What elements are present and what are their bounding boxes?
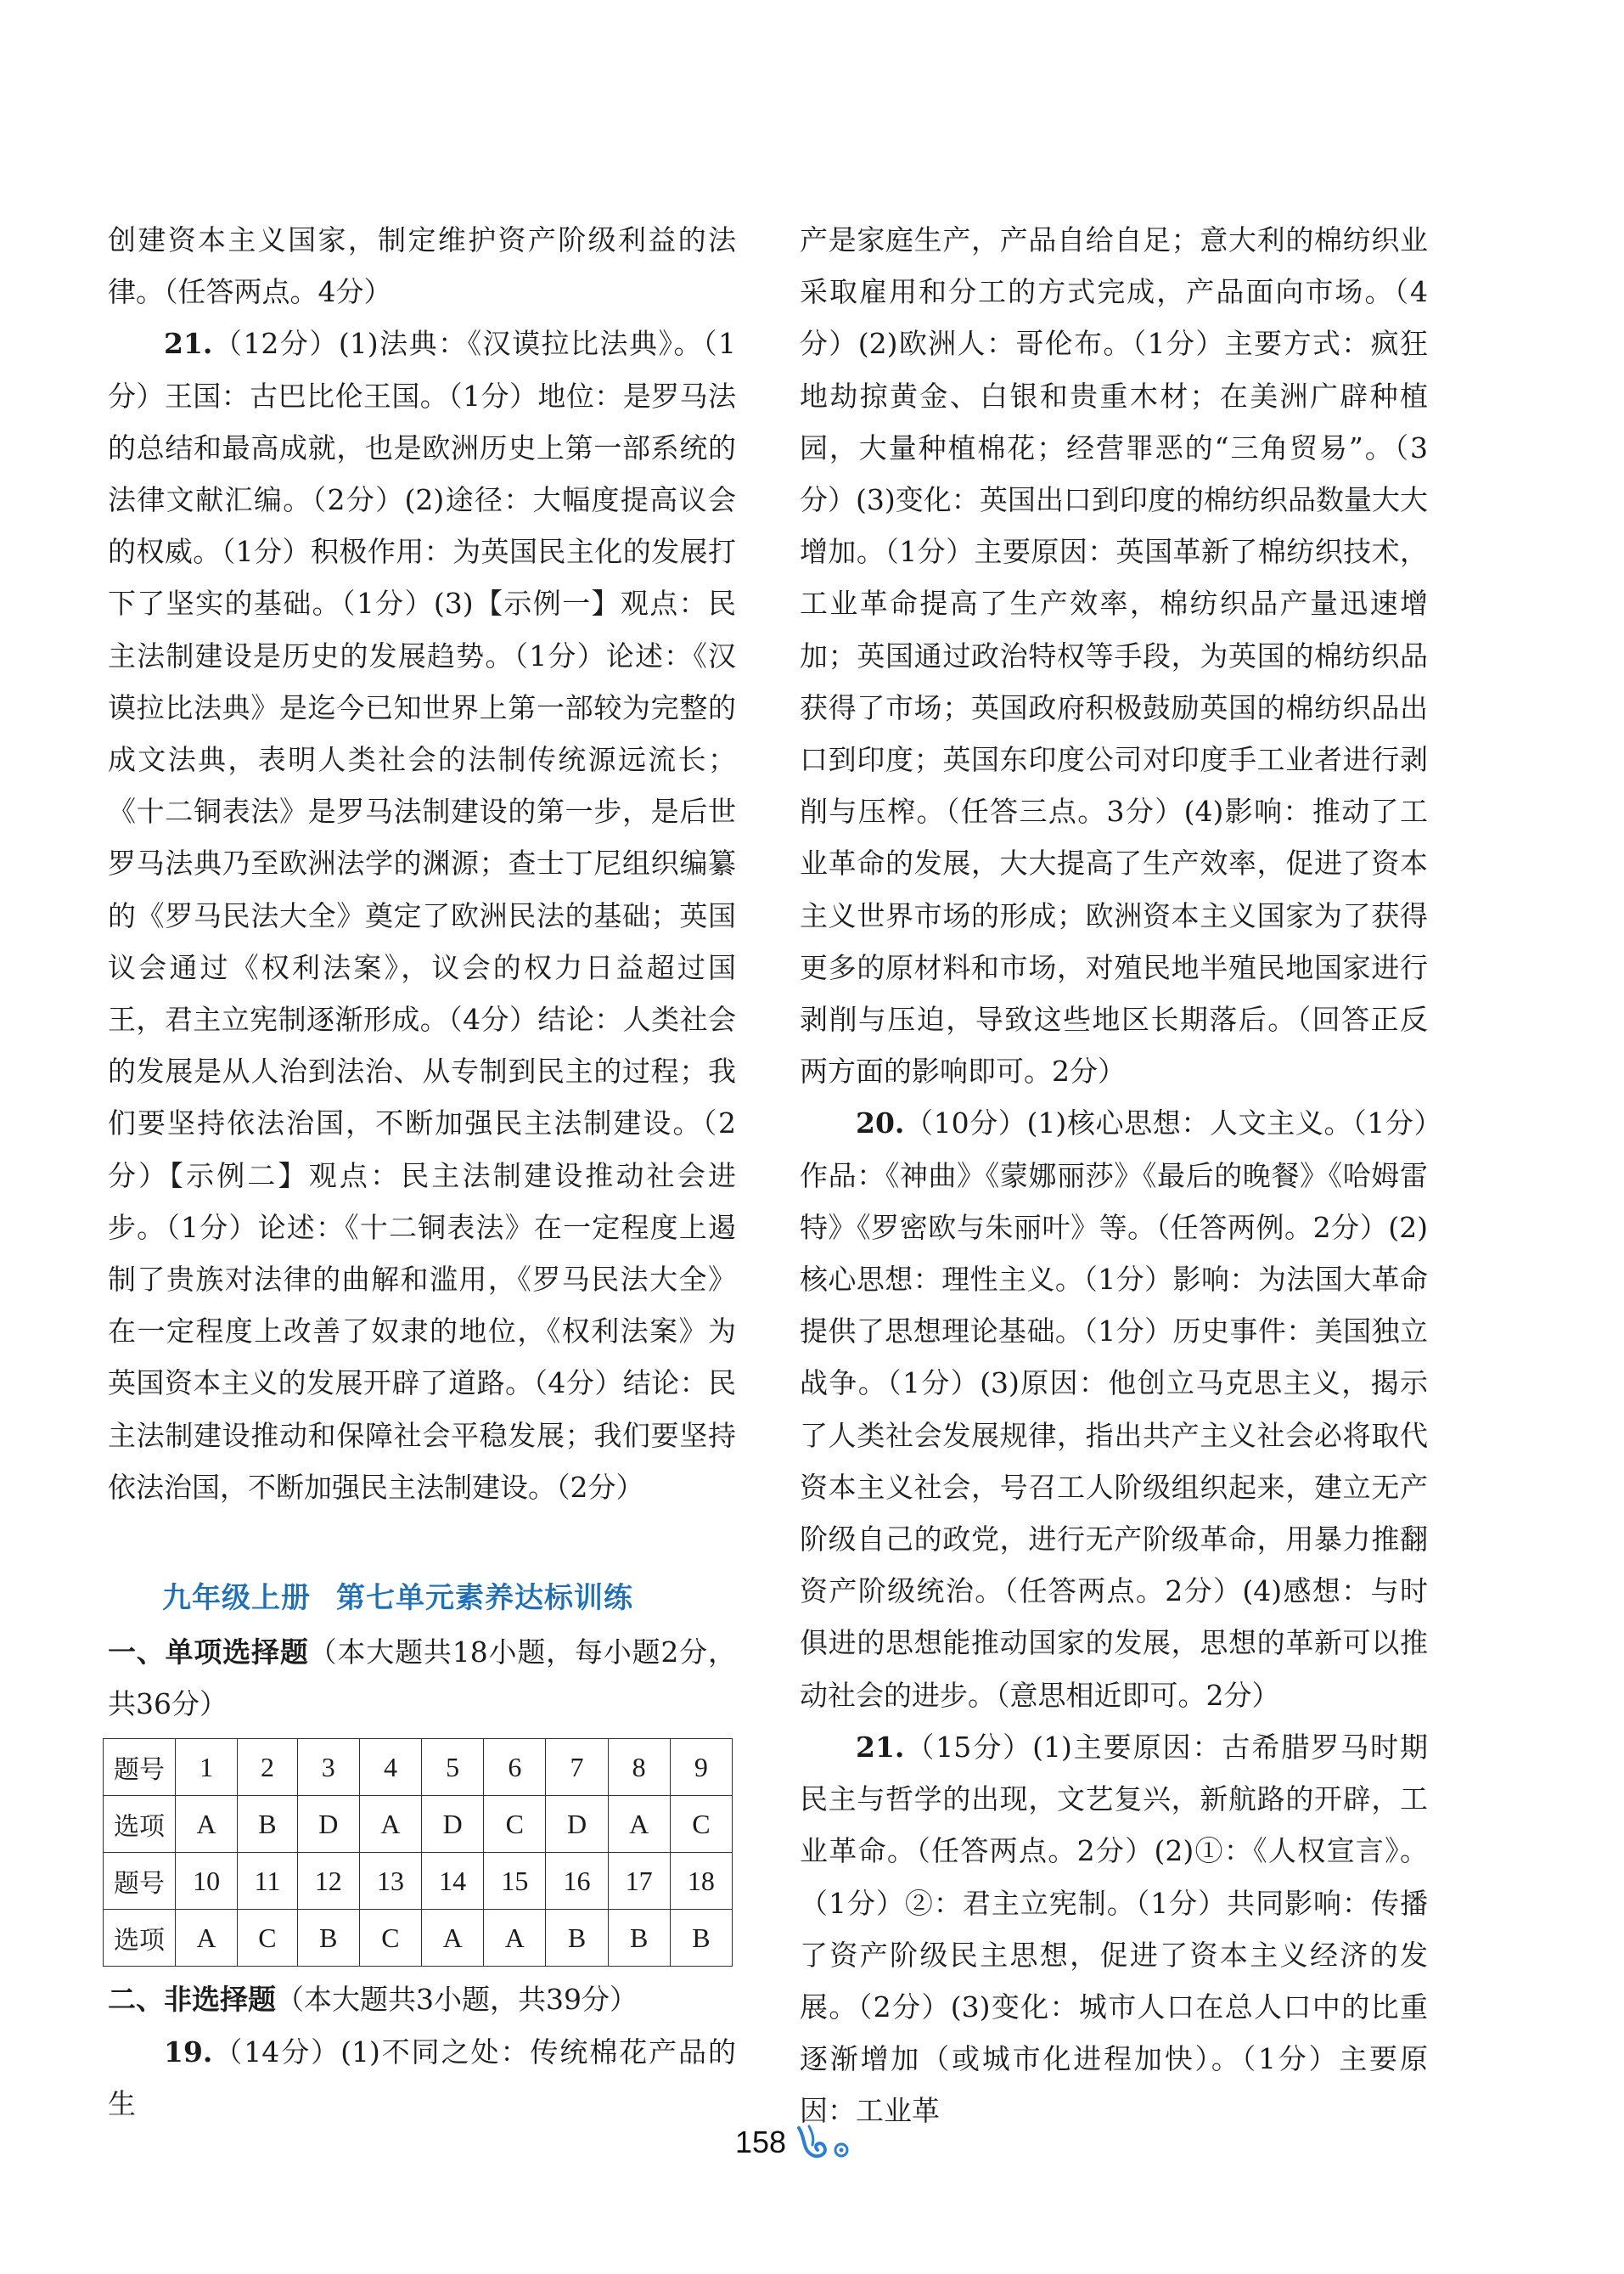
table-cell: 9 [670,1739,732,1796]
table-row [104,1739,733,1796]
table-cell: 3 [297,1739,359,1796]
section-1-heading [108,1626,736,1730]
unit-title-grade: 九年级上册 [162,1581,311,1616]
question-19-continuation: 产是家庭生产，产品自给自足；意大利的棉纺织业采取雇用和分工的方式完成，产品面向市场。（4分）(2)欧洲人：哥伦布。（1分）主要方式：疯狂地劫掠黄金、白银和贵重木材；在美洲广辟种植园，大量种植棉花；经营罪恶的“三角贸易”。（3分）(3)变化：英国出口到印度的棉纺织品数量大大增加。（1分）主要原因：英国革新了棉纺织技术，工业革命提高了生产效率，棉纺织品产量迅速增加；英国通过政治特权等手段，为英国的棉纺织品获得了市场；英国政府积极鼓励英国的棉纺织品出口到印度；英国东印度公司对印度手工业者进行剥削与压榨。（任答三点。3分）(4)影响：推动了工业革命的发展，大大提高了生产效率，促进了资本主义世界市场的形成；欧洲资本主义国家为了获得更多的原材料和市场，对殖民地半殖民地国家进行剥削与压迫，导致这些地区长期落后。（回答正反两方面的影响即可。2分） [800,223,1428,1089]
table-cell: 14 [422,1853,484,1910]
left-column [108,214,736,2130]
table-cell: C [670,1796,732,1853]
question-number: 19. [164,2035,213,2069]
table-cell: 10 [176,1853,238,1910]
table-cell: 12 [297,1853,359,1910]
question-20-answer [800,1097,1428,1720]
table-cell: D [546,1796,608,1853]
table-cell: A [484,1910,546,1967]
section-2-heading [108,1973,736,2025]
table-row [104,1853,733,1910]
answer-table [103,1738,733,1967]
table-cell: 13 [359,1853,421,1910]
table-label: 题号 [104,1739,176,1796]
answer-text: （10分）(1)核心思想：人文主义。（1分）作品：《神曲》《蒙娜丽莎》《最后的晚餐》《哈姆雷特》《罗密欧与朱丽叶》等。（任答两例。2分）(2)核心思想：理性主义。（1分）影响：为法国大革命提供了思想理论基础。（1分）历史事件：美国独立战争。（1分）(3)原因：他创立马克思主义，揭示了人类社会发展规律，指出共产主义社会必将取代资本主义社会，号召工人阶级组织起来，建立无产阶级自己的政党，进行无产阶级革命，用暴力推翻资产阶级统治。（任答两点。2分）(4)感想：与时俱进的思想能推动国家的发展，思想的革新可以推动社会的进步。（意思相近即可。2分） [800,1106,1428,1712]
table-label: 题号 [104,1853,176,1910]
table-cell: D [297,1796,359,1853]
question-21-answer [108,318,736,1513]
table-cell: B [670,1910,732,1967]
table-cell: 4 [359,1739,421,1796]
page-number: 158 [735,2125,787,2159]
table-cell: B [238,1796,298,1853]
table-row [104,1910,733,1967]
unit-title-name: 第七单元素养达标训练 [336,1581,633,1616]
section-2-title: 二、非选择题 [108,1983,276,2017]
table-cell: 11 [238,1853,298,1910]
table-label: 选项 [104,1910,176,1967]
table-cell: C [359,1910,421,1967]
table-cell: 17 [608,1853,670,1910]
question-number: 21. [164,327,213,361]
table-row [104,1796,733,1853]
table-cell: A [422,1910,484,1967]
table-cell: A [359,1796,421,1853]
question-number: 20. [856,1106,905,1140]
table-cell: C [484,1796,546,1853]
unit-title [108,1573,736,1624]
question-21-answer [800,1721,1428,2137]
section-1-note: （本大题共18小题，每小题2分，共36分） [108,1635,736,1721]
question-19-answer [108,2026,736,2130]
answer-text: （14分）(1)不同之处：传统棉花产品的生 [108,2035,736,2120]
table-cell: B [297,1910,359,1967]
question-number: 21. [856,1730,905,1764]
table-cell: 6 [484,1739,546,1796]
section-1-title: 一、单项选择题 [108,1635,309,1669]
table-cell: 2 [238,1739,298,1796]
table-cell: D [422,1796,484,1853]
table-cell: 15 [484,1853,546,1910]
table-cell: 8 [608,1739,670,1796]
table-cell: C [238,1910,298,1967]
table-cell: 18 [670,1853,732,1910]
table-cell: A [176,1910,238,1967]
answer-text: （15分）(1)主要原因：古希腊罗马时期民主与哲学的出现，文艺复兴，新航路的开辟，工业革命。（任答两点。2分）(2)①：《人权宣言》。（1分）②：君主立宪制。（1分）共同影响：传播了资产阶级民主思想，促进了资本主义经济的发展。（2分）(3)变化：城市人口在总人口中的比重逐渐增加（或城市化进程加快）。（1分）主要原因：工业革 [800,1730,1428,2128]
wave-ornament-icon [794,2121,862,2164]
table-label: 选项 [104,1796,176,1853]
right-column [800,214,1428,2137]
table-cell: A [608,1796,670,1853]
table-cell: B [546,1910,608,1967]
table-cell: 1 [176,1739,238,1796]
left-continuation-paragraph: 创建资本主义国家，制定维护资产阶级利益的法律。（任答两点。4分） [108,223,736,309]
table-cell: A [176,1796,238,1853]
table-cell: 5 [422,1739,484,1796]
table-cell: B [608,1910,670,1967]
section-2-note: （本大题共3小题，共39分） [276,1983,638,2017]
answer-text: （12分）(1)法典：《汉谟拉比法典》。（1分）王国：古巴比伦王国。（1分）地位：是罗马法的总结和最高成就，也是欧洲历史上第一部系统的法律文献汇编。（2分）(2)途径：大幅度提高议会的权威。（1分）积极作用：为英国民主化的发展打下了坚实的基础。（1分）(3)【示例一】观点：民主法制建设是历史的发展趋势。（1分）论述：《汉谟拉比法典》是迄今已知世界上第一部较为完整的成文法典，表明人类社会的法制传统源远流长；《十二铜表法》是罗马法制建设的第一步，是后世罗马法典乃至欧洲法学的渊源；查士丁尼组织编纂的《罗马民法大全》奠定了欧洲民法的基础；英国议会通过《权利法案》，议会的权力日益超过国王，君主立宪制逐渐形成。（4分）结论：人类社会的发展是从人治到法治、从专制到民主的过程；我们要坚持依法治国，不断加强民主法制建设。（2分）【示例二】观点：民主法制建设推动社会进步。（1分）论述：《十二铜表法》在一定程度上遏制了贵族对法律的曲解和滥用，《罗马民法大全》在一定程度上改善了奴隶的地位，《权利法案》为英国资本主义的发展开辟了道路。（4分）结论：民主法制建设推动和保障社会平稳发展；我们要坚持依法治国，不断加强民主法制建设。（2分） [108,327,736,1504]
table-cell: 16 [546,1853,608,1910]
table-cell: 7 [546,1739,608,1796]
